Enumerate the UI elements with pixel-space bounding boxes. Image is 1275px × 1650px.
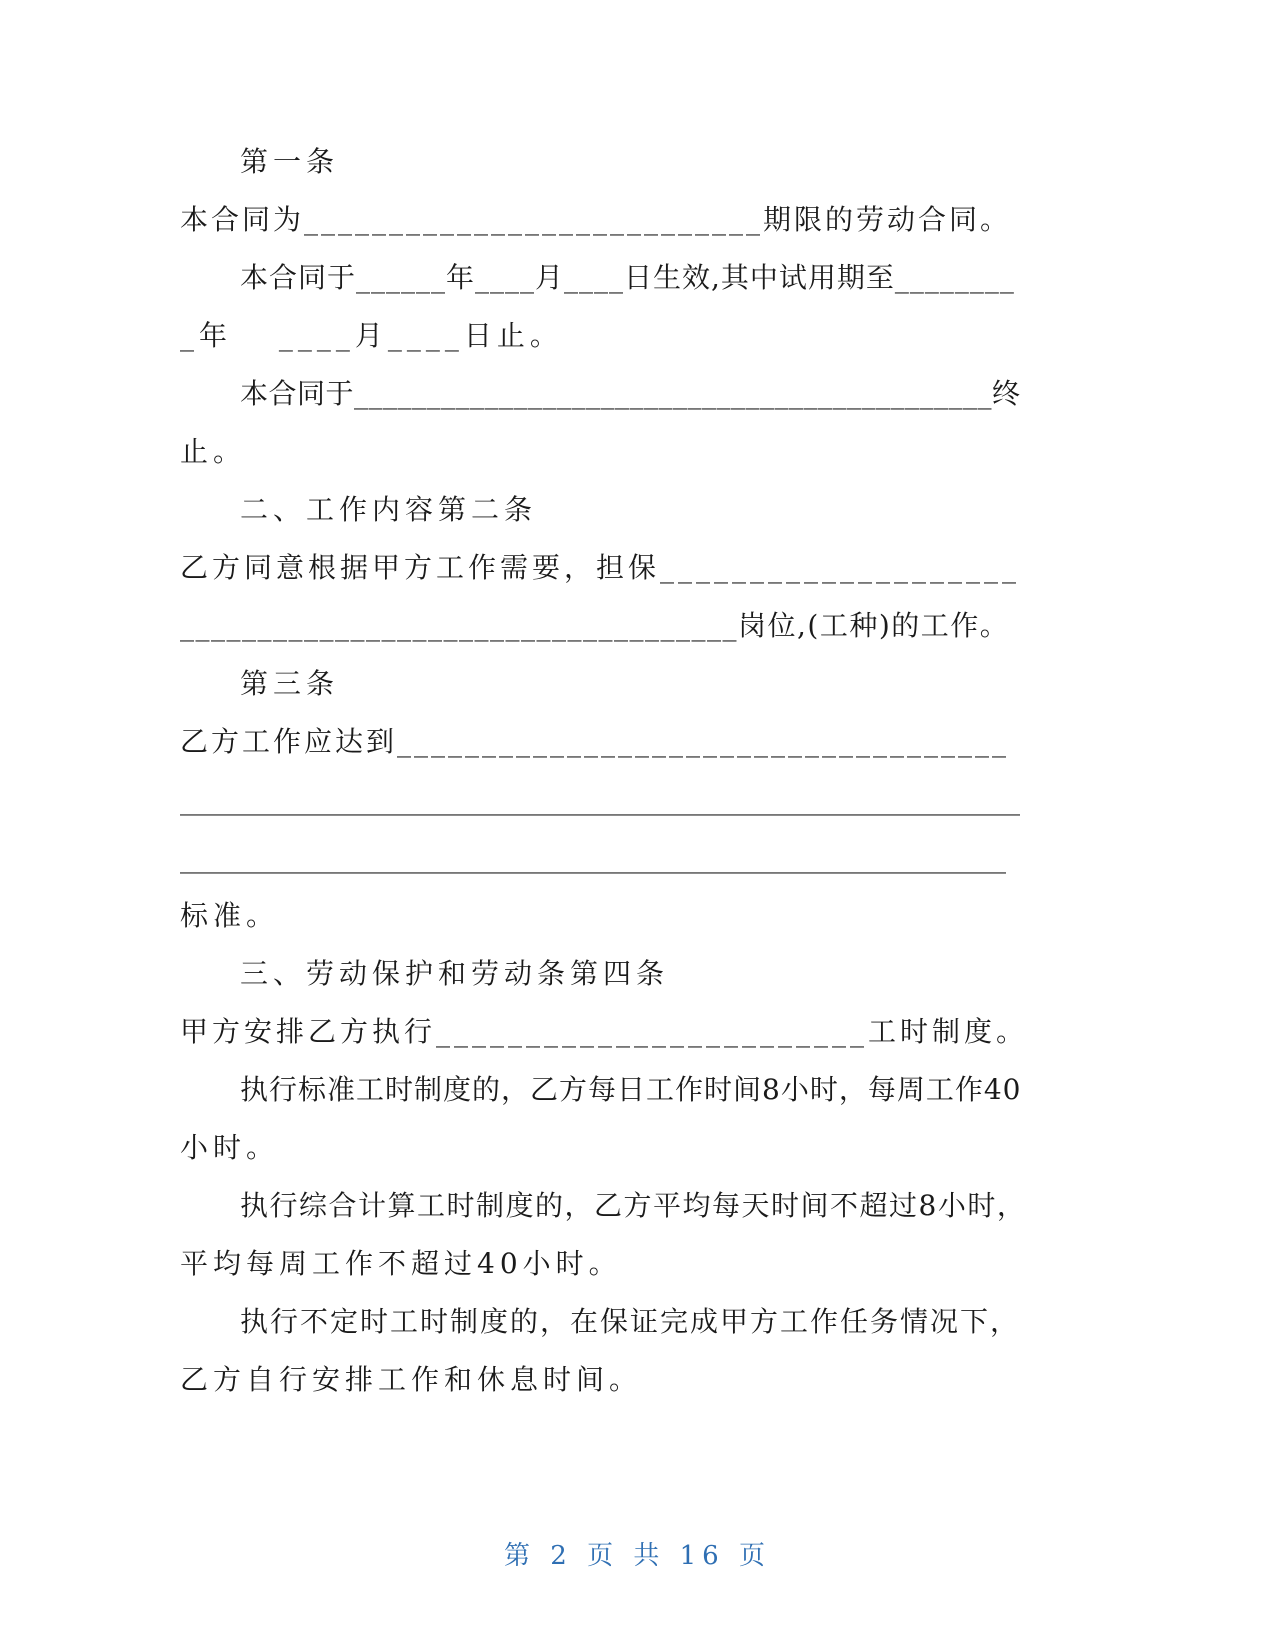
section-two-heading: 二、工作内容第二条: [240, 493, 538, 526]
termination-line: 本合同于____________________________________________终: [240, 377, 1021, 410]
standard-hours-line-end: 小时。: [180, 1131, 280, 1164]
article-three-heading: 第三条: [240, 667, 340, 700]
termination-line-end: 止。: [180, 435, 247, 468]
article-one-heading: 第一条: [240, 145, 340, 178]
standard-hours-line: 执行标准工时制度的，乙方每日工作时间8小时，每周工作40: [240, 1073, 1022, 1106]
working-hours-system-line: 甲方安排乙方执行________________________工时制度。: [180, 1015, 1029, 1048]
blank-line-1: ____________________________________________________________: [180, 783, 1020, 816]
flexible-hours-line: 执行不定时工时制度的，在保证完成甲方工作任务情况下，: [240, 1305, 1021, 1338]
job-position-line: ____________________________________岗位,(工种)的工作。: [180, 609, 1010, 642]
flexible-hours-line-end: 乙方自行安排工作和休息时间。: [180, 1363, 643, 1396]
contract-term-line: 本合同为___________________________期限的劳动合同。: [180, 203, 1012, 236]
work-standard-line: 乙方工作应达到____________________________________: [180, 725, 1010, 758]
standard-line-end: 标准。: [180, 899, 280, 932]
probation-end-line: _年 ____月____日止。: [180, 319, 563, 352]
section-three-heading: 三、劳动保护和劳动条第四条: [240, 957, 670, 990]
comprehensive-hours-line: 执行综合计算工时制度的，乙方平均每天时间不超过8小时，: [240, 1189, 1027, 1222]
blank-line-2: ___________________________________________________________: [180, 841, 1006, 874]
comprehensive-hours-line-end: 平均每周工作不超过40小时。: [180, 1247, 622, 1280]
effective-date-line: 本合同于______年____月____日生效,其中试用期至________: [240, 261, 1015, 294]
job-assignment-line: 乙方同意根据甲方工作需要，担保____________________: [180, 551, 1021, 584]
page-number-footer: 第 2 页 共 16 页: [504, 1541, 771, 1571]
